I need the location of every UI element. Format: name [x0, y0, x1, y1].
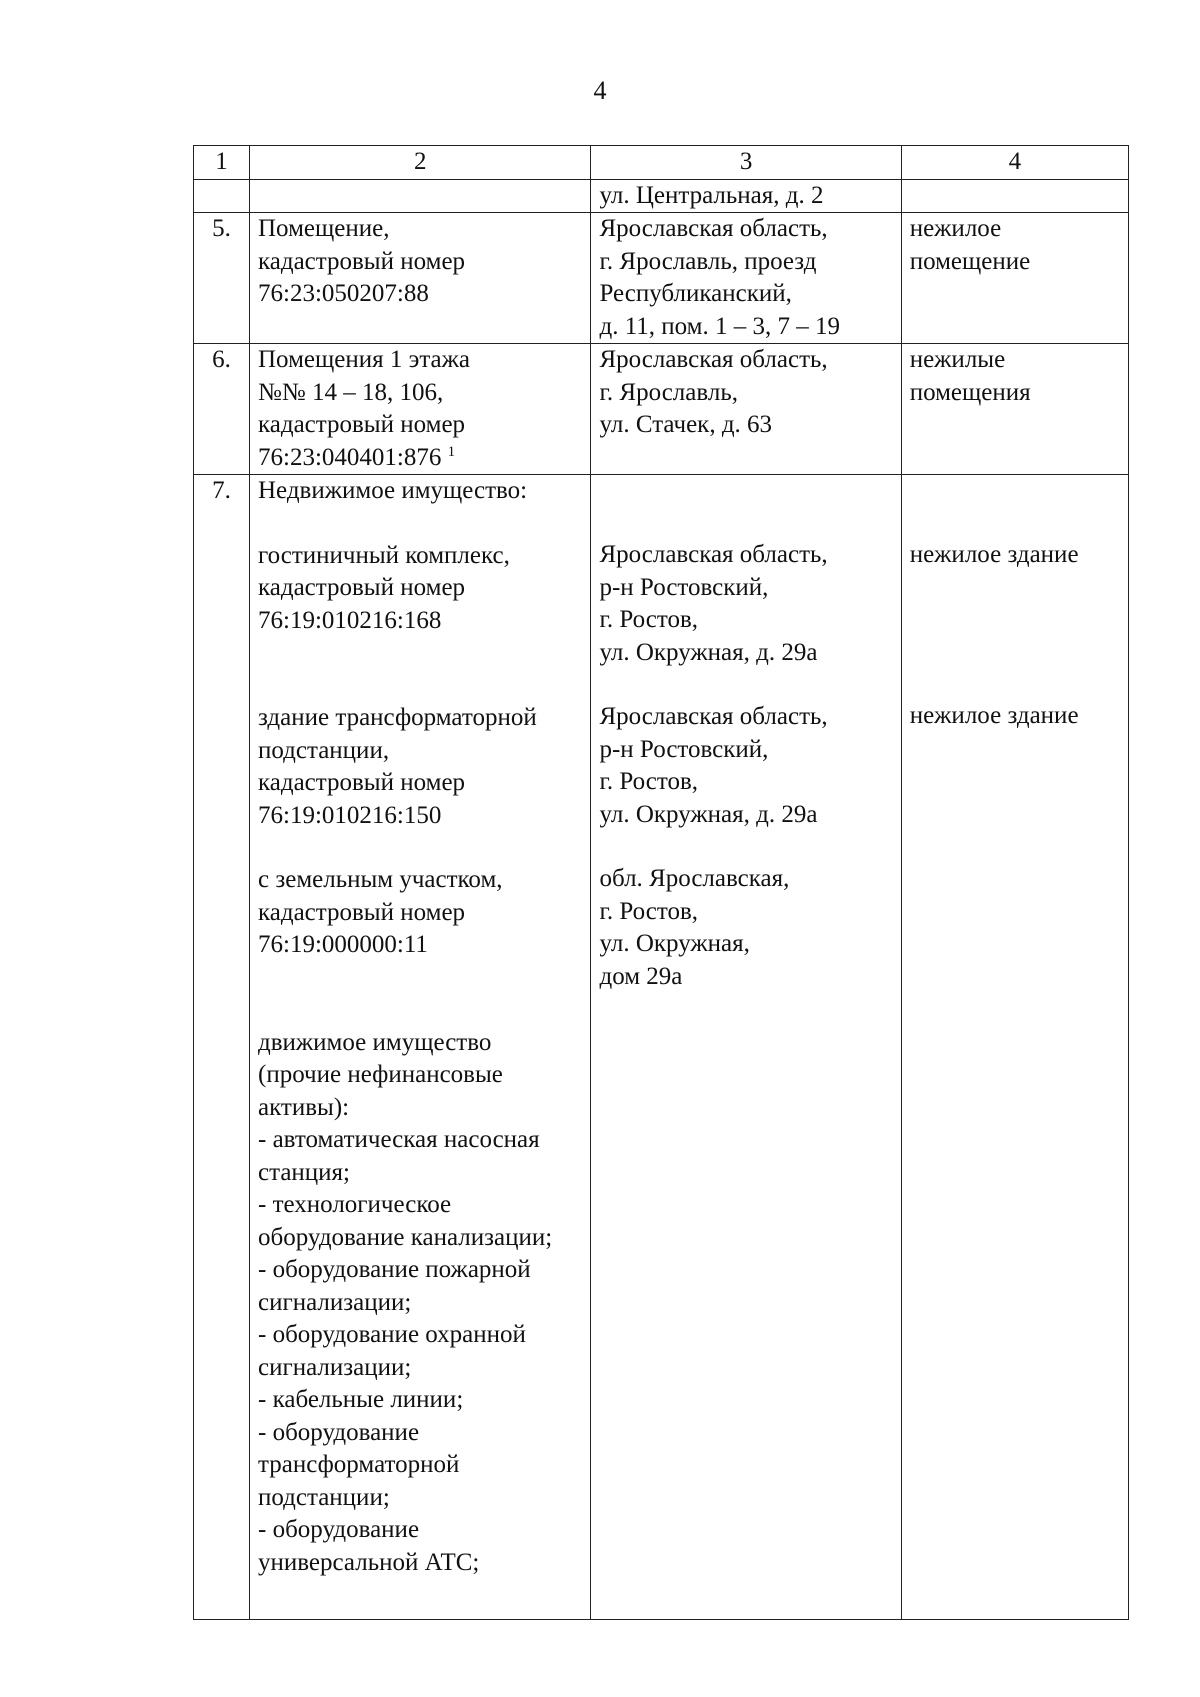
address-line: г. Ярославль, проезд [599, 247, 817, 275]
address-line: р-н Ростовский, [599, 573, 769, 601]
movable-line: - оборудование пожарной [258, 1256, 531, 1283]
address-line: г. Ростов, [599, 897, 699, 925]
table-row [194, 344, 1129, 475]
continuation-row [194, 179, 1129, 213]
movable-line: - оборудование [258, 1418, 420, 1446]
address-line: ул. Окружная, д. 29а [599, 800, 818, 828]
address-line: Ярославская область, [599, 346, 828, 373]
movable-line: - технологическое [258, 1191, 452, 1218]
page-number: 4 [593, 76, 607, 105]
purpose-line: нежилое [909, 215, 1002, 242]
movable-line: - кабельные линии; [258, 1386, 464, 1413]
object-line: подстанции, [258, 736, 390, 764]
column-number-3: 3 [591, 146, 901, 180]
movable-line: активы): [258, 1093, 350, 1121]
address-line: Ярославская область, [599, 215, 828, 242]
purpose-cell [901, 475, 1128, 1620]
object-line: №№ 14 – 18, 106, [258, 378, 444, 406]
movable-line: - оборудование [258, 1516, 420, 1543]
row-number: 5. [194, 213, 250, 344]
movable-line: трансформаторной [258, 1451, 460, 1478]
address-cell [591, 213, 901, 344]
continuation-purpose-cell [901, 179, 1128, 213]
cadastral-number: 76:23:040401:876 [258, 443, 442, 471]
object-cell [250, 344, 591, 475]
object-line: 76:19:010216:168 [258, 606, 442, 634]
continuation-num-cell [194, 179, 250, 213]
continuation-address-cell [591, 179, 901, 213]
object-line: 76:19:010216:150 [258, 801, 442, 829]
object-line: кадастровый номер [258, 574, 466, 601]
purpose-line: помещение [909, 247, 1031, 275]
movable-line: (прочие нефинансовые [258, 1061, 503, 1088]
address-line: ул. Окружная, [599, 930, 750, 957]
address-cell [591, 475, 901, 1620]
row-number: 6. [194, 344, 250, 475]
object-line: кадастровый номер [258, 247, 466, 275]
object-line: кадастровый номер [258, 898, 466, 926]
object-line: кадастровый номер [258, 769, 466, 796]
movable-line: - автоматическая насосная [258, 1126, 540, 1153]
object-line: 76:23:050207:88 [258, 280, 429, 307]
address-cell [591, 344, 901, 475]
address-line: обл. Ярославская, [599, 865, 790, 892]
movable-line: универсальной АТС; [258, 1548, 480, 1576]
address-line: р-н Ростовский, [599, 735, 769, 763]
address-line: г. Ярославль, [599, 378, 738, 406]
address-line: Республиканский, [599, 280, 792, 307]
address-line: г. Ростов, [599, 768, 699, 795]
purpose-line: помещения [909, 378, 1031, 406]
footnote-marker: 1 [447, 443, 456, 460]
movable-line: станция; [258, 1158, 351, 1186]
object-line: гостиничный комплекс, [258, 541, 510, 569]
object-line: 76:19:000000:11 [258, 931, 428, 958]
object-cell [250, 213, 591, 344]
column-number-2: 2 [250, 146, 591, 180]
row-number: 7. [194, 475, 250, 1620]
object-line: Помещения 1 этажа [258, 346, 471, 373]
address-line: ул. Окружная, д. 29а [599, 638, 818, 666]
object-line: Помещение, [258, 215, 390, 242]
address-line: Ярославская область, [599, 703, 828, 730]
property-table [193, 145, 1129, 1620]
object-line: с земельным участком, [258, 866, 503, 893]
purpose-line: нежилое здание [909, 701, 1079, 729]
movable-line: сигнализации; [258, 1353, 412, 1381]
table-row [194, 213, 1129, 344]
address-line: д. 11, пом. 1 – 3, 7 – 19 [599, 312, 840, 340]
movable-line: оборудование канализации; [258, 1223, 553, 1251]
column-number-4: 4 [901, 146, 1128, 180]
column-number-1: 1 [194, 146, 250, 180]
purpose-line: нежилое здание [909, 541, 1079, 568]
movable-line: - оборудование охранной [258, 1321, 526, 1348]
section-title: Недвижимое имущество: [258, 477, 528, 504]
object-cell [250, 475, 591, 1620]
purpose-cell [901, 213, 1128, 344]
movable-line: движимое имущество [258, 1028, 492, 1056]
address-line: ул. Стачек, д. 63 [599, 411, 773, 438]
continuation-object-cell [250, 179, 591, 213]
table-header-row [194, 146, 1129, 180]
address-line: Ярославская область, [599, 541, 828, 568]
movable-line: подстанции; [258, 1483, 390, 1511]
purpose-line: нежилые [909, 346, 1006, 373]
address-line: ул. Центральная, д. 2 [599, 181, 824, 209]
address-line: дом 29а [599, 962, 683, 990]
movable-line: сигнализации; [258, 1288, 412, 1316]
object-line: кадастровый номер [258, 411, 466, 438]
object-line [258, 442, 582, 475]
address-line: г. Ростов, [599, 606, 699, 633]
purpose-cell [901, 344, 1128, 475]
object-line: здание трансформаторной [258, 704, 537, 731]
table-row [194, 475, 1129, 1620]
